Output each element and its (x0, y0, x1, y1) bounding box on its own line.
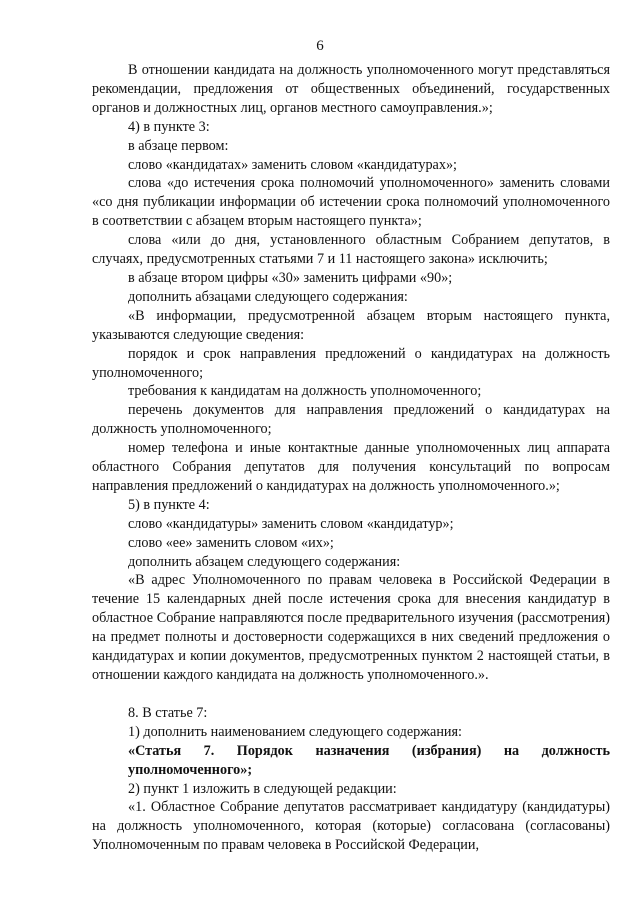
paragraph-item-4: 4) в пункте 3: (128, 118, 210, 135)
paragraph-term-words: слова «до истечения срока полномочий уполномоченного» заменить словами «со дня публикации информации об истечении срока полномочий уполномоченного в соответствии с абзацем вторым настоящего пункта»; (92, 175, 610, 230)
paragraph-add-para: дополнить абзацем следующего содержания: (128, 553, 401, 570)
paragraph-assembly-considers: «1. Областное Собрание депутатов рассматривает кандидатуру (кандидатуры) на должность уполномоченного, которая (которые) согласована (согласованы) Уполномоченным по правам человека в Российской Федерации, (92, 799, 610, 854)
paragraph-first-para: в абзаце первом: (128, 137, 229, 154)
paragraph-recommendations: В отношении кандидата на должность уполномоченного могут представляться рекомендации, предложения от общественных объединений, государственных органов и должностных лиц, органов местного самоуправления.»; (92, 62, 610, 116)
page-number: 6 (316, 38, 324, 54)
paragraph-info-details: «В информации, предусмотренной абзацем вторым настоящего пункта, указываются следующие сведения: (92, 307, 610, 343)
paragraph-federal-ombudsman: «В адрес Уполномоченного по правам человека в Российской Федерации в течение 15 календарных дней после истечения срока для внесения кандидатур в областное Собрание направляются после предварительного изучения (рассмотрения) на предмет полноты и достоверности содержащихся в них сведений предложения о кандидатурах и копии документов, предусмотренных пунктом 2 настоящей статьи, в отношении каждого кандидата на должность уполномоченного.». (92, 572, 610, 683)
paragraph-digits-change: в абзаце втором цифры «30» заменить цифрами «90»; (128, 269, 453, 286)
article-7-heading: «Статья 7. Порядок назначения (избрания) на должность уполномоченного»; (128, 742, 610, 778)
paragraph-her-word: слово «ее» заменить словом «их»; (128, 534, 334, 551)
paragraph-candidates-word: слово «кандидатах» заменить словом «кандидатурах»; (128, 156, 457, 173)
paragraph-item-5: 5) в пункте 4: (128, 496, 210, 513)
paragraph-article-7: 8. В статье 7: (128, 704, 208, 721)
paragraph-order-term: порядок и срок направления предложений о кандидатурах на должность уполномоченного; (92, 345, 610, 381)
paragraph-requirements: требования к кандидатам на должность уполномоченного; (128, 383, 482, 400)
paragraph-exclude-words: слова «или до дня, установленного областным Собранием депутатов, в случаях, предусмотренных статьями 7 и 11 настоящего закона» исключить; (92, 232, 610, 268)
paragraph-add-paras: дополнить абзацами следующего содержания: (128, 288, 408, 305)
paragraph-candidatures-word: слово «кандидатуры» заменить словом «кандидатур»; (128, 515, 454, 532)
document-body (92, 61, 610, 855)
paragraph-add-title: 1) дополнить наименованием следующего содержания: (128, 723, 462, 740)
paragraph-item-1-redaction: 2) пункт 1 изложить в следующей редакции: (128, 780, 397, 797)
paragraph-documents-list: перечень документов для направления предложений о кандидатурах на должность уполномоченного; (92, 402, 610, 438)
paragraph-contact-data: номер телефона и иные контактные данные уполномоченных лиц аппарата областного Собрания депутатов для получения консультаций по вопросам направления предложений о кандидатурах на должность уполномоченного.»; (92, 440, 610, 494)
